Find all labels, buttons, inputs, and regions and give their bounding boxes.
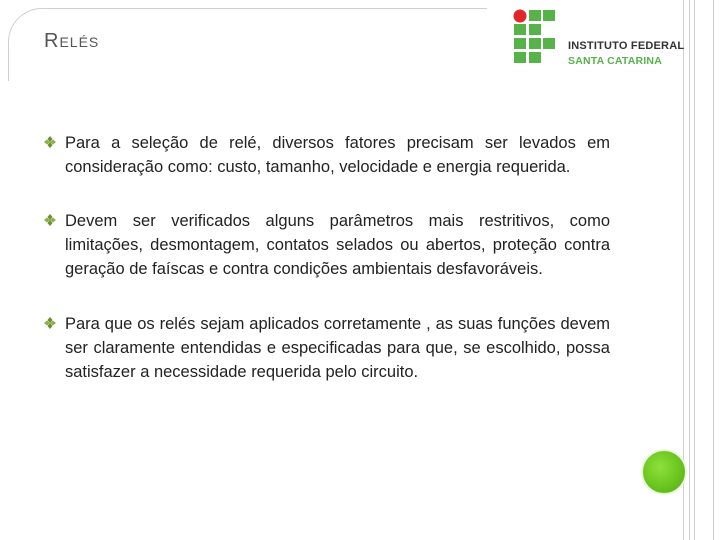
logo-line-1: INSTITUTO FEDERAL [568,40,685,52]
bullet-text: Para que os relés sejam aplicados corretamente , as suas funções devem ser claramente entendidas e especificadas para que, se escolhido, possa satisfazer a necessidade requerida pelo circuito. [65,315,610,381]
four-diamond-bullet-icon [44,136,56,148]
institution-logo [512,8,692,70]
bullet-list [44,131,610,384]
four-diamond-bullet-icon [44,317,56,329]
decor-line-4 [713,0,714,540]
list-item [44,312,610,384]
ifsc-grid-logo-icon [512,8,560,70]
slide-title: Relés [44,30,100,52]
four-diamond-bullet-icon [44,214,56,226]
bullet-text: Para a seleção de relé, diversos fatores precisam ser levados em consideração como: custo, tamanho, velocidade e energia requerida. [65,134,610,176]
decor-line-2 [689,0,690,540]
decor-line-3 [694,0,695,540]
list-item [44,209,610,312]
decorative-green-circle [641,449,687,495]
logo-line-2: SANTA CATARINA [568,55,662,67]
bullet-text: Devem ser verificados alguns parâmetros mais restritivos, como limitações, desmontagem, contatos selados ou abertos, proteção contra geração de faíscas e contra condições ambientais desfavoráveis. [65,212,610,278]
list-item [44,131,610,209]
